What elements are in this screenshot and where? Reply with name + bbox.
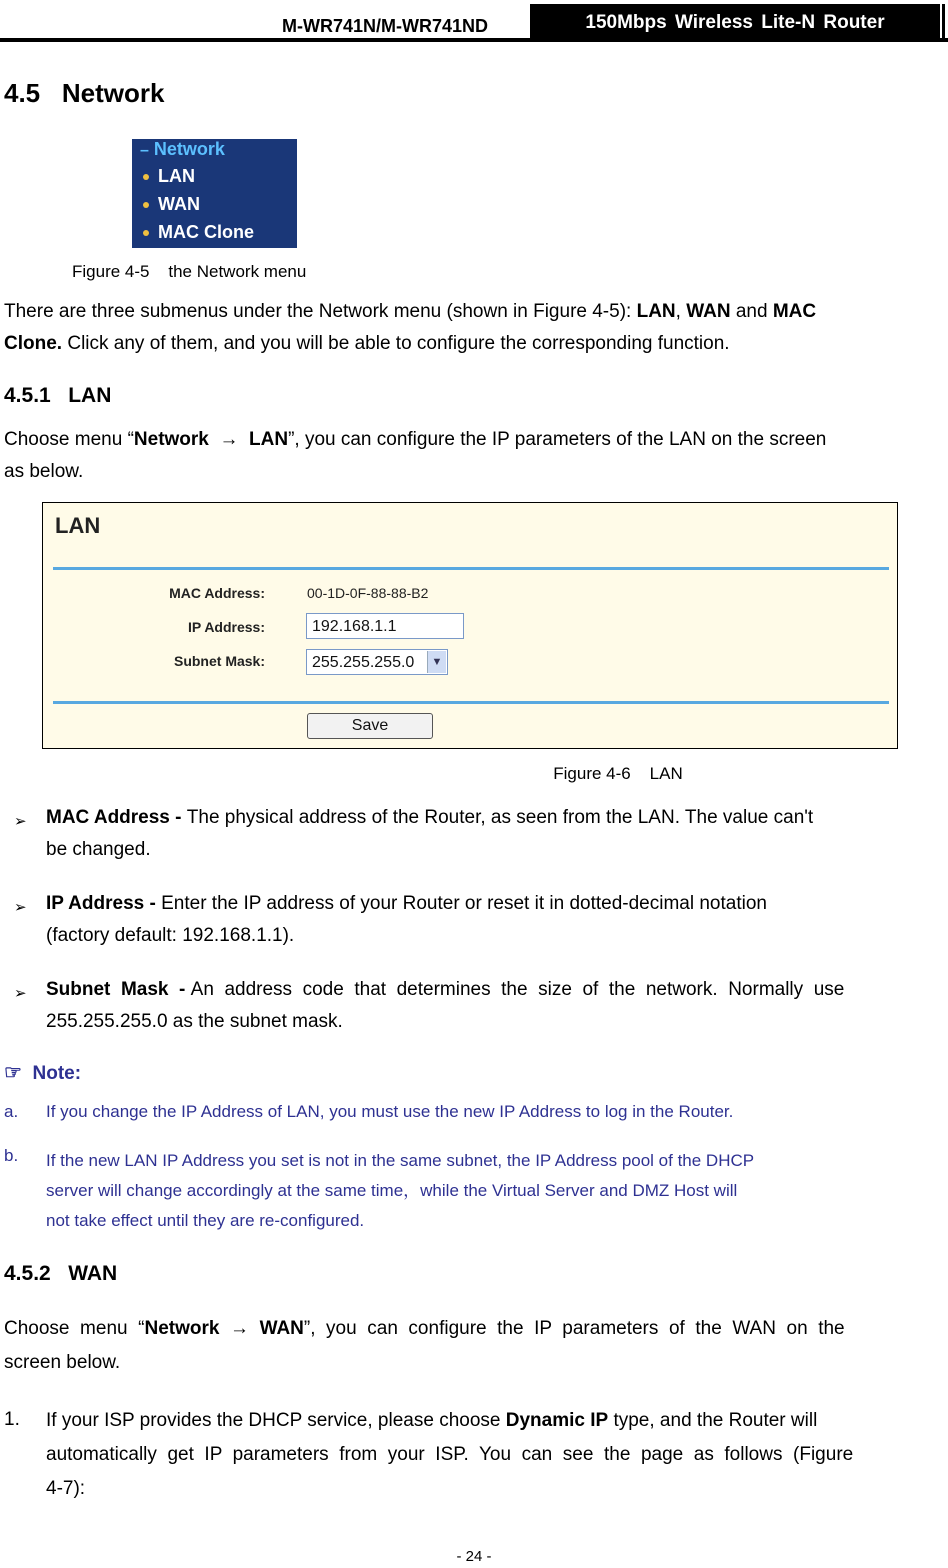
wan-step-marker: 1. <box>4 1409 20 1430</box>
chevron-down-icon[interactable]: ▼ <box>427 651 446 673</box>
save-button[interactable]: Save <box>307 713 433 739</box>
mac-address-value: 00-1D-0F-88-88-B2 <box>307 585 429 601</box>
network-menu-item-wan[interactable]: WAN <box>158 194 200 215</box>
page-number: - 24 - <box>456 1548 492 1565</box>
section-heading <box>4 78 164 109</box>
wan-instructions: Choose menu “Network → WAN”, you can configure the IP parameters of the WAN on the screen below. <box>4 1318 845 1373</box>
subsection-wan-heading: 4.5.2 WAN <box>4 1262 118 1285</box>
figure-4-6-caption: Figure 4-6 LAN <box>553 764 683 783</box>
bullet-mac-address: MAC Address - The physical address of the Router, as seen from the LAN. The value can't be changed. <box>46 807 814 860</box>
bullet-icon <box>143 174 149 180</box>
note-a-marker: a. <box>4 1102 19 1121</box>
pointing-hand-icon: ☞ <box>4 1062 22 1084</box>
figure-4-5-caption: Figure 4-5 the Network menu <box>72 262 307 281</box>
subnet-mask-value: 255.255.255.0 <box>312 654 415 671</box>
header-model: M-WR741N/M-WR741ND <box>281 16 488 36</box>
ip-address-input[interactable]: 192.168.1.1 <box>306 613 464 639</box>
arrow-bullet-icon: ➢ <box>14 985 27 1002</box>
note-b-text: If the new LAN IP Address you set is not in the same subnet, the IP Address pool of the DHCP server will change accordingly at the same time，while the Virtual Server and DMZ Host will not take effect until they are re-configured. <box>46 1151 755 1230</box>
note-heading: ☞ Note: <box>4 1062 82 1084</box>
subnet-mask-select[interactable] <box>306 649 448 675</box>
bullet-ip-address: IP Address - Enter the IP address of your Router or reset it in dotted-decimal notation (factory default: 192.168.1.1). <box>46 893 767 946</box>
mac-address-label: MAC Address: <box>169 585 265 601</box>
arrow-bullet-icon: ➢ <box>14 899 27 916</box>
intro-paragraph: There are three submenus under the Network menu (shown in Figure 4-5): LAN, WAN and MAC Clone. Click any of them, and you will be able to configure the corresponding function. <box>4 301 817 354</box>
lan-instructions: Choose menu “Network → LAN”, you can configure the IP parameters of the LAN on the screen as below. <box>4 429 827 482</box>
section-number: 4.5 <box>4 78 41 108</box>
network-menu-title[interactable]: – Network <box>140 139 225 159</box>
header-rule <box>0 38 948 42</box>
lan-panel-title: LAN <box>55 513 101 538</box>
section-title: Network <box>61 78 165 108</box>
subnet-mask-label: Subnet Mask: <box>173 653 265 669</box>
network-menu-item-mac-clone[interactable]: MAC Clone <box>158 222 254 243</box>
lan-panel-divider-top <box>53 567 889 570</box>
lan-panel-divider-bottom <box>53 701 889 704</box>
header-product: 150Mbps Wireless Lite-N Router <box>530 4 940 38</box>
header-divider <box>942 4 945 38</box>
lan-settings-panel <box>42 502 898 749</box>
bullet-subnet-mask: Subnet Mask - An address code that determines the size of the network. Normally use 255.255.255.0 as the subnet mask. <box>46 979 845 1032</box>
note-b-marker: b. <box>4 1146 19 1165</box>
network-menu-figure <box>132 139 297 248</box>
network-menu-item-lan[interactable]: LAN <box>158 166 195 187</box>
note-a-text: If you change the IP Address of LAN, you must use the new IP Address to log in the Router. <box>46 1102 734 1121</box>
ip-address-label: IP Address: <box>187 619 265 635</box>
arrow-bullet-icon: ➢ <box>14 813 27 830</box>
bullet-icon <box>143 202 149 208</box>
bullet-icon <box>143 230 149 236</box>
subsection-lan-heading: 4.5.1 LAN <box>4 384 112 407</box>
wan-step-text: If your ISP provides the DHCP service, please choose Dynamic IP type, and the Router will automatically get IP parameters from your ISP. You can see the page as follows (Figure 4-7): <box>46 1410 854 1499</box>
